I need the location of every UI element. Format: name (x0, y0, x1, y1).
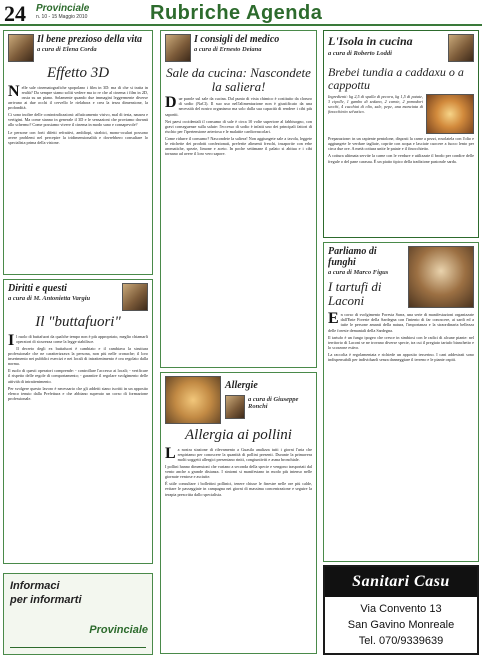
ad-line-1: Informaci (10, 580, 60, 592)
article-headline: Sale da cucina: Nascondete la saliera! (166, 65, 311, 94)
author-photo (122, 283, 148, 311)
article-allergie (160, 372, 317, 654)
paragraph: ue parole sul sale da cucina. Dal punto di vista chimico è costituito da cloruro di sodio (NaCl). Il suo uso nell'alimentazione non è giustificato da una necessità del nostro organismo ma solo dalla sua capacità di rendere i cibi più saporiti. (165, 96, 312, 117)
paragraph: Ci sono inoltre delle controindicazioni: affaticamento visivo, mal di testa, nausea e vertigini. Ma come stanno in generale il 3D e le sensazioni che proviamo davanti allo schermo? Come possiamo vivere il cinema in modo sano e consapevole? (8, 112, 148, 128)
ad-brand: Sanitari Casu (325, 567, 477, 597)
dropcap: N (8, 82, 20, 100)
author-photo (448, 34, 474, 62)
article-body (8, 331, 148, 401)
masthead-logo: Provinciale (36, 3, 90, 14)
article-body (165, 444, 312, 497)
paragraph: A cottura ultimata servite la carne con le verdure e utilizzate il brodo per condire delle fregule o del pane carasau. È un piatto tipico della tradizione pastorale sarda. (328, 153, 474, 164)
article-body (328, 136, 474, 163)
article-headline: Effetto 3D (46, 65, 110, 81)
paragraph: Il decreto degli ex buttafuori è cambiato e il cambiava la struttura professionale che ne caratterizzava la persona, non più nelle cronache; il loro inserimento nei pubblici esercizi e nei locali di intrattenimento è ora regolato dalla norma. (8, 345, 148, 367)
byline: a cura di Giuseppe Ronchi (248, 396, 299, 410)
ad-logo: Provinciale (89, 624, 148, 636)
article-body (165, 96, 312, 156)
dropcap: I (8, 331, 15, 349)
ad-line-2: per informarti (10, 594, 82, 606)
article-headline: Brebei tundia a caddaxu o a cappottu (328, 65, 464, 92)
column-2 (160, 30, 317, 654)
paragraph: l ruolo di buttafuori da qualche tempo non è più appropriato, meglio chiamarli operatori di sicurezza come la legge stabilisce. (16, 333, 148, 344)
dropcap: E (328, 310, 339, 328)
paragraph: I pollini hanno dimensioni che variano a seconda della specie e vengono trasportati dal vento anche a grande distanza. I sintomi si manifestano in modo più intenso nelle giornate ventose e asciutte. (165, 464, 312, 480)
paragraph: È utile consultare i bollettini pollinici, tenere chiuse le finestre nelle ore più calde, evitare le passeggiate in campagna nei giorni di massima concentrazione e seguire la terapia prescritta dallo specialista. (165, 481, 312, 497)
column-kicker: I consigli del medico (194, 34, 280, 45)
article-body (328, 312, 474, 362)
ad-address: Via Convento 13 (360, 603, 442, 615)
column-kicker: Il bene prezioso della vita (37, 34, 142, 45)
article-body (8, 82, 148, 145)
byline: a cura di Ernesto Deiana (194, 46, 262, 53)
column-kicker: Diritti e questi (8, 283, 67, 294)
paragraph: n corso di svolgimento Foresta Sarra, una serie di manifestazioni organizzate dall'Ente Foreste della Sardegna con l'intento di far conoscere, ai sardi ed a tutte le persone amanti della natura, l'importanza e la straordinaria bellezza delle foreste demaniali della Sardegna. (328, 312, 474, 333)
pollen-image (165, 376, 221, 424)
section-title: Rubriche Agenda (150, 2, 323, 24)
article-psych (3, 30, 153, 275)
paragraph: a nostra stazione di rilevamento a Guasila analizza tutti i giorni l'aria che respiriamo per conoscere la quantità di pollini presenti. Durante la primavera molti soggetti allergici presentano riniti, congiuntiviti e asma bronchiale. (177, 446, 312, 462)
author-photo (165, 34, 191, 62)
byline: a cura di M. Antonietta Vargiu (8, 295, 91, 302)
byline: a cura di Elena Corda (37, 46, 97, 53)
column-kicker: Allergie (225, 380, 258, 391)
author-photo (225, 395, 245, 419)
article-headline: Allergia ai pollini (185, 427, 292, 443)
article-medico (160, 30, 317, 368)
dropcap: D (165, 94, 177, 112)
article-diritti (3, 279, 153, 564)
page-number: 24 (4, 1, 26, 26)
paragraph: Per svolgere questo lavoro è necessario che gli addetti siano iscritti in un apposito elenco tenuto dalla Prefettura e che abbiano superato un corso di formazione professionale. (8, 385, 148, 401)
article-funghi (323, 242, 479, 562)
paragraph: Come ridurre il consumo? Nascondete la saliera! Non aggiungete sale a tavola, leggete le etichette dei prodotti confezionati, preferite alimenti freschi, insaporite con erbe aromatiche, spezie, limone e aceto. In poche settimane il palato si abitua e i cibi tornano ad avere il loro vero sapore. (165, 135, 312, 157)
byline: a cura di Marco Figus (328, 269, 389, 276)
paragraph: Nei paesi occidentali il consumo di sale è circa 10 volte superiore al fabbisogno, con gravi conseguenze sulla salute: l'eccesso di sodio è infatti uno dei principali fattori di rischio per l'ipertensione arteriosa e le malattie cardiovascolari. (165, 118, 312, 134)
ad-city: San Gavino Monreale (347, 619, 455, 631)
author-photo (8, 34, 34, 62)
ingredients: Ingredienti: kg 2,5 di spalla di pecora, kg 1,5 di patate, 3 cipolle, 1 gambo di sedano, 2 carote, 2 pomodori secchi, 4 cucchiai di olio, sale, pepe, una manciata di finocchietto selvatico. (328, 94, 423, 115)
dropcap: L (165, 444, 176, 462)
ad-phone: Tel. 070/9339639 (358, 635, 444, 647)
paragraph: elle sale cinematografiche spopolano i film in 3D: ma di che si tratta in realtà? Da sempre siamo soliti vedere ma io re che al cinema i film in 2D, ossia su un piano. Solamente quando due immagini leggermente diverse arrivano ai due occhi il cervello le rielabora e crea la terza dimensione, la profondità. (8, 84, 148, 111)
page-header (0, 0, 482, 26)
issue-info: n. 10 - 15 Maggio 2010 (36, 14, 88, 20)
byline: a cura di Roberto Loddi (328, 50, 392, 57)
column-kicker: L'Isola in cucina (328, 34, 413, 48)
paragraph: La raccolta è regolamentata e richiede un apposito tesserino. I cani addestrati sono indispensabili per individuarli senza danneggiare il terreno e le piante ospiti. (328, 351, 474, 363)
paragraph: Il ruolo di questi operatori comprende: - controllare l'accesso ai locali; - verificare il rispetto delle regole di comportamento; - garantire il regolare svolgimento delle attività di intrattenimento. (8, 368, 148, 384)
column-kicker: Parliamo di funghi (328, 246, 377, 268)
truffle-photo (408, 246, 474, 308)
dish-photo (426, 94, 474, 134)
ad-divider (10, 647, 146, 648)
article-headline: Il "buttafuori" (35, 314, 121, 330)
ad-sanitari-casu (323, 565, 479, 655)
ad-informati (3, 573, 153, 655)
article-headline: I tartufi di Laconi (328, 279, 382, 308)
paragraph: Il tartufo è un fungo ipogeo che cresce in simbiosi con le radici di alcune piante: nel territorio di Laconi se ne trovano diverse specie, tra cui il pregiato tartufo bianchetto e lo scorzone estivo. (328, 334, 474, 350)
column-3 (323, 30, 479, 562)
column-1 (3, 30, 153, 564)
paragraph: Preparazione: in un capiente pentolone, disposti la carne a pezzi, rosolatela con l'olio e aggiungete le verdure tagliate, coprite con acqua e lasciate cuocere a fuoco lento per circa due ore. A metà cottura unite le patate e il finocchietto. (328, 136, 474, 152)
paragraph: Le persone con forti difetti refrattivi, ambliopi, strabici, mono-oculari possono avere problemi nel percepire la tridimensionalità e dovrebbero consultare lo specialista prima della visione. (8, 129, 148, 145)
article-cucina (323, 30, 479, 238)
